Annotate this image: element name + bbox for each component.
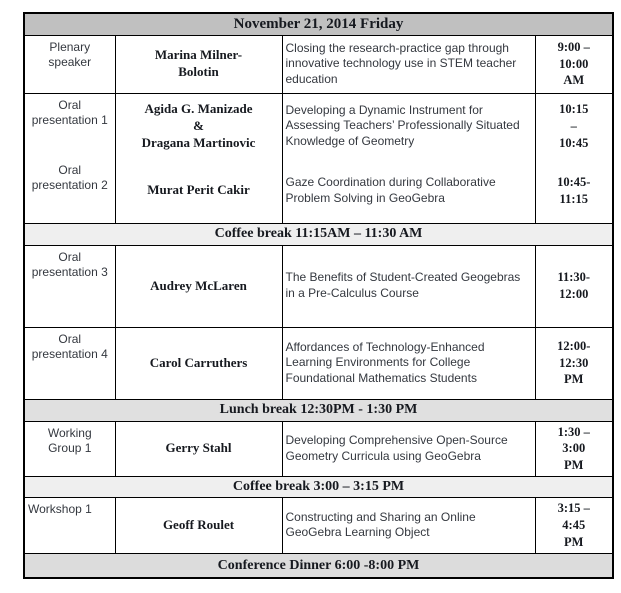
session-role: Oral presentation 2 bbox=[24, 159, 115, 223]
speaker-line: Geoff Roulet bbox=[162, 516, 235, 532]
session-time bbox=[535, 93, 613, 159]
time-line: 10:45- bbox=[557, 174, 591, 189]
speaker-line: Dragana Martinovic bbox=[141, 134, 256, 150]
break-row-lunch bbox=[24, 399, 613, 421]
time-line: 12:00 bbox=[559, 287, 589, 301]
speaker-name bbox=[115, 421, 282, 477]
schedule-table bbox=[23, 12, 614, 579]
time-line: PM bbox=[564, 372, 584, 387]
session-row-working-group-1 bbox=[24, 421, 613, 477]
session-row-plenary bbox=[24, 35, 613, 93]
session-row-oral-2 bbox=[24, 159, 613, 223]
session-time bbox=[535, 159, 613, 223]
time-line: 3:15 – bbox=[557, 501, 590, 516]
speaker-name bbox=[115, 327, 282, 399]
talk-title: Developing a Dynamic Instrument for Assessing Teachers’ Professionally Situated Knowledge of Geometry bbox=[282, 93, 535, 159]
time-line: 12:30 bbox=[559, 355, 589, 370]
time-line: 12:00- bbox=[557, 338, 591, 353]
session-row-oral-4 bbox=[24, 327, 613, 399]
time-line: 4:45 bbox=[562, 518, 586, 532]
speaker-line: Audrey McLaren bbox=[150, 277, 247, 293]
session-time bbox=[535, 245, 613, 327]
time-line: 9:00 – bbox=[557, 39, 590, 54]
session-row-oral-1 bbox=[24, 93, 613, 159]
time-line: PM bbox=[564, 458, 584, 473]
session-time bbox=[535, 35, 613, 93]
speaker-name bbox=[115, 35, 282, 93]
date-header: November 21, 2014 Friday bbox=[24, 13, 613, 35]
time-line: 11:15 bbox=[559, 191, 588, 206]
speaker-line: Carol Carruthers bbox=[149, 354, 248, 370]
talk-title: Constructing and Sharing an Online GeoGebra Learning Object bbox=[282, 498, 535, 554]
time-line: 10:45 bbox=[559, 135, 589, 150]
session-role: Oral presentation 3 bbox=[24, 245, 115, 327]
speaker-line: Marina Milner- bbox=[154, 47, 243, 63]
break-row-coffee-afternoon bbox=[24, 477, 613, 498]
session-role: Working Group 1 bbox=[24, 421, 115, 477]
speaker-line: Agida G. Manizade bbox=[144, 100, 253, 116]
time-line: 3:00 bbox=[562, 441, 586, 456]
session-row-oral-3 bbox=[24, 245, 613, 327]
session-role: Oral presentation 1 bbox=[24, 93, 115, 159]
talk-title: Affordances of Technology-Enhanced Learning Environments for College Foundational Mathematics Students bbox=[282, 327, 535, 399]
break-row-dinner bbox=[24, 553, 613, 578]
session-role: Workshop 1 bbox=[24, 498, 115, 554]
break-label: Conference Dinner 6:00 -8:00 PM bbox=[24, 553, 613, 578]
speaker-line: Bolotin bbox=[178, 64, 219, 79]
speaker-line: Gerry Stahl bbox=[165, 440, 232, 456]
time-line: 11:30- bbox=[557, 270, 591, 285]
session-role: Plenary speaker bbox=[24, 35, 115, 93]
time-line: 10:00 bbox=[559, 56, 589, 71]
speaker-name bbox=[115, 498, 282, 554]
break-label: Coffee break 3:00 – 3:15 PM bbox=[24, 477, 613, 498]
date-header-row bbox=[24, 13, 613, 35]
speaker-line: & bbox=[193, 117, 204, 133]
session-time bbox=[535, 421, 613, 477]
time-line: – bbox=[570, 118, 577, 133]
break-row-coffee-morning bbox=[24, 223, 613, 245]
speaker-line: Murat Perit Cakir bbox=[147, 182, 250, 198]
session-role: Oral presentation 4 bbox=[24, 327, 115, 399]
time-line: AM bbox=[563, 73, 585, 88]
time-line: PM bbox=[564, 534, 584, 549]
talk-title: Gaze Coordination during Collaborative Problem Solving in GeoGebra bbox=[282, 159, 535, 223]
session-row-workshop-1 bbox=[24, 498, 613, 554]
speaker-name bbox=[115, 93, 282, 159]
session-time bbox=[535, 327, 613, 399]
break-label: Coffee break 11:15AM – 11:30 AM bbox=[24, 223, 613, 245]
talk-title: Closing the research-practice gap through innovative technology use in STEM teacher education bbox=[282, 35, 535, 93]
talk-title: The Benefits of Student-Created Geogebras in a Pre-Calculus Course bbox=[282, 245, 535, 327]
break-label: Lunch break 12:30PM - 1:30 PM bbox=[24, 399, 613, 421]
time-line: 1:30 – bbox=[557, 424, 590, 439]
speaker-name bbox=[115, 245, 282, 327]
speaker-name bbox=[115, 159, 282, 223]
time-line: 10:15 bbox=[559, 101, 589, 116]
session-time bbox=[535, 498, 613, 554]
talk-title: Developing Comprehensive Open-Source Geometry Curricula using GeoGebra bbox=[282, 421, 535, 477]
